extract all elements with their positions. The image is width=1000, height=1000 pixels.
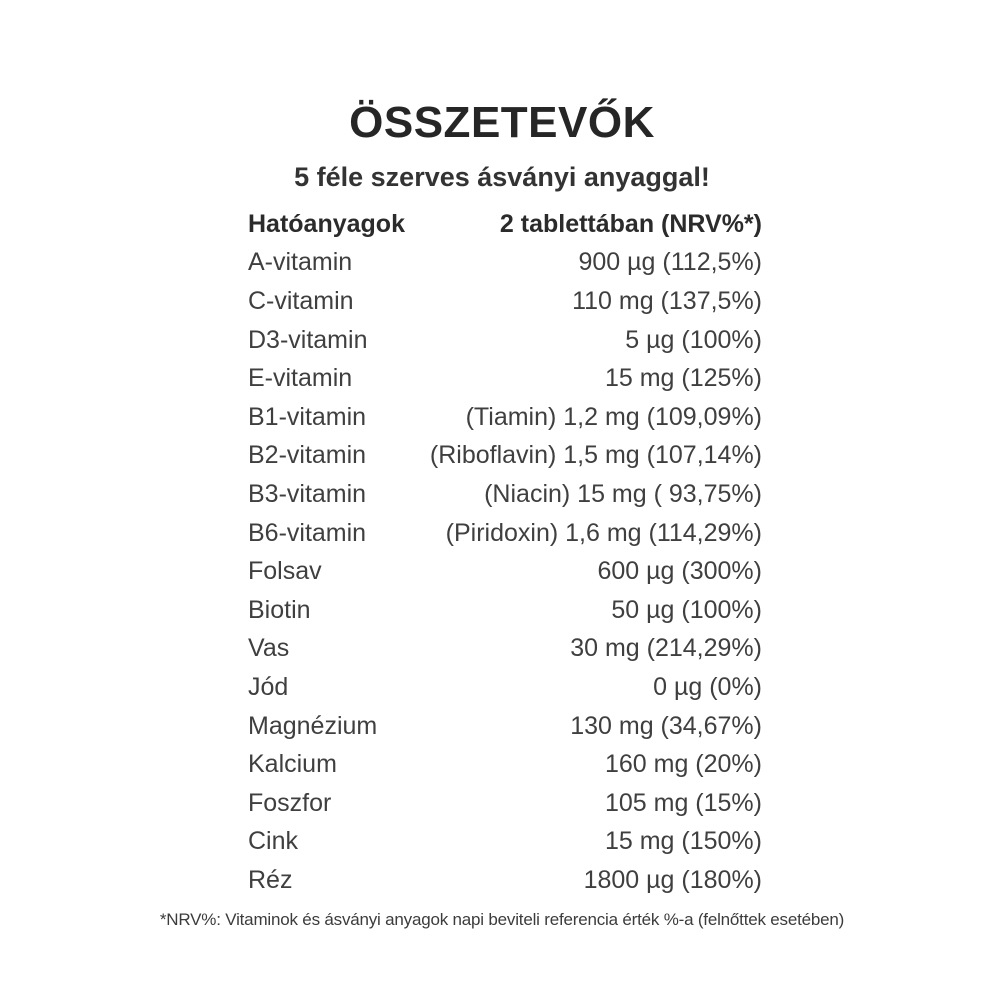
table-row	[248, 861, 762, 900]
ingredient-value: 0 µg (0%)	[653, 672, 762, 701]
ingredient-name: E-vitamin	[248, 364, 353, 393]
ingredients-rows	[248, 244, 762, 900]
ingredient-name: Jód	[248, 672, 289, 701]
table-row	[248, 359, 762, 398]
ingredient-value: 50 µg (100%)	[611, 595, 762, 624]
ingredient-value: (Niacin) 15 mg ( 93,75%)	[484, 479, 762, 508]
ingredient-name: Kalcium	[248, 750, 337, 779]
table-row	[248, 437, 762, 476]
ingredient-value: 600 µg (300%)	[597, 557, 762, 586]
page-subtitle: 5 féle szerves ásványi anyaggal!	[294, 162, 710, 192]
ingredient-value: 30 mg (214,29%)	[570, 634, 762, 663]
table-header-row	[248, 205, 762, 244]
table-row	[248, 668, 762, 707]
ingredient-name: Magnézium	[248, 711, 378, 740]
ingredient-name: Folsav	[248, 557, 322, 586]
table-row	[248, 823, 762, 862]
ingredient-name: A-vitamin	[248, 248, 353, 277]
table-row	[248, 745, 762, 784]
ingredient-value: 160 mg (20%)	[604, 750, 762, 779]
table-row	[248, 475, 762, 514]
ingredient-name: B1-vitamin	[248, 402, 367, 431]
ingredient-name: Foszfor	[248, 788, 332, 817]
ingredient-name: B2-vitamin	[248, 441, 367, 470]
ingredient-value: 5 µg (100%)	[625, 325, 762, 354]
ingredient-name: Cink	[248, 827, 299, 856]
table-row	[248, 707, 762, 746]
table-row	[248, 591, 762, 630]
ingredient-name: C-vitamin	[248, 286, 354, 315]
table-row	[248, 784, 762, 823]
table-row	[248, 630, 762, 669]
ingredient-value: (Piridoxin) 1,6 mg (114,29%)	[445, 518, 762, 547]
table-row	[248, 321, 762, 360]
table-row	[248, 398, 762, 437]
ingredient-value: 110 mg (137,5%)	[572, 286, 762, 315]
ingredient-value: 1800 µg (180%)	[583, 865, 762, 894]
ingredient-name: B3-vitamin	[248, 479, 367, 508]
column-header-ingredients: Hatóanyagok	[248, 209, 405, 238]
page-title: ÖSSZETEVŐK	[349, 98, 655, 147]
ingredient-value: 15 mg (150%)	[604, 827, 762, 856]
ingredient-value: 105 mg (15%)	[604, 788, 762, 817]
ingredient-value: 130 mg (34,67%)	[570, 711, 762, 740]
table-row	[248, 282, 762, 321]
ingredient-value: 15 mg (125%)	[604, 364, 762, 393]
column-header-amount: 2 tablettában (NRV%*)	[499, 209, 762, 238]
ingredient-value: 900 µg (112,5%)	[578, 248, 762, 277]
ingredients-table	[248, 205, 762, 900]
ingredient-name: D3-vitamin	[248, 325, 368, 354]
ingredient-value: (Tiamin) 1,2 mg (109,09%)	[465, 402, 762, 431]
table-row	[248, 244, 762, 283]
nrv-footnote: *NRV%: Vitaminok és ásványi anyagok napi beviteli referencia érték %-a (felnőttek esetében)	[159, 910, 845, 929]
ingredient-name: Vas	[248, 634, 290, 663]
ingredient-value: (Riboflavin) 1,5 mg (107,14%)	[429, 441, 762, 470]
ingredient-name: Biotin	[248, 595, 311, 624]
ingredient-name: Réz	[248, 865, 293, 894]
ingredient-name: B6-vitamin	[248, 518, 367, 547]
table-row	[248, 514, 762, 553]
table-row	[248, 552, 762, 591]
